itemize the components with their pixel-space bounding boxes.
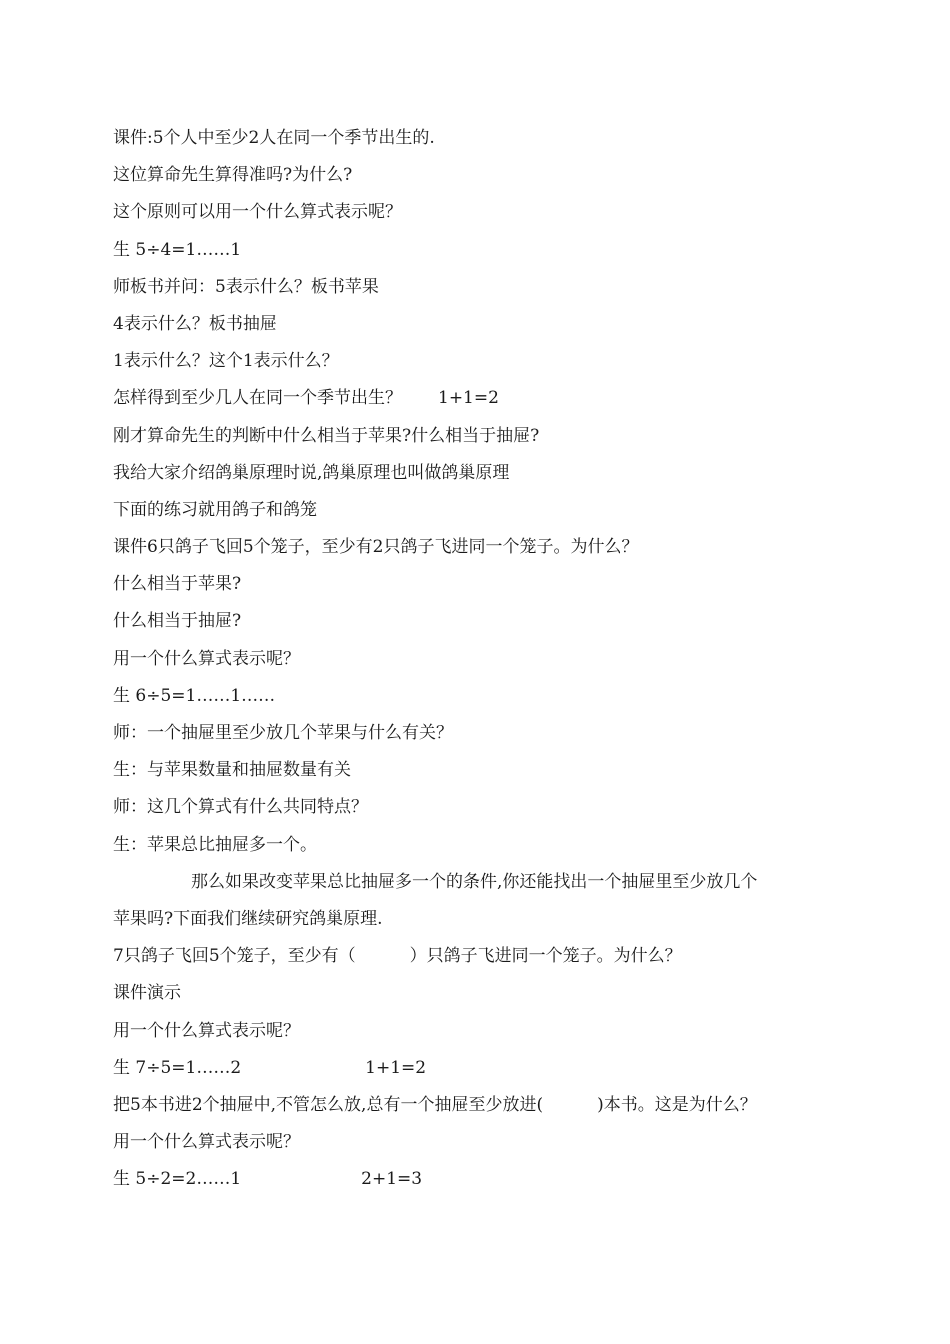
- text-line: [113, 901, 873, 938]
- line-text: 生 6÷5=1……1……: [113, 685, 276, 706]
- line-text: 生：苹果总比抽屉多一个。: [113, 834, 317, 855]
- indented-paragraph-line: [113, 864, 873, 901]
- line-text: 师板书并问：5表示什么？板书苹果: [113, 276, 379, 297]
- line-text: 课件:5个人中至少2人在同一个季节出生的.: [113, 128, 435, 148]
- line-text: 用一个什么算式表示呢？: [113, 1020, 300, 1041]
- equation-text: 1+1=2: [438, 388, 499, 409]
- line-text: 刚才算命先生的判断中什么相当于苹果?什么相当于抽屉?: [113, 425, 540, 446]
- text-line: [113, 1124, 873, 1161]
- line-text: 生 7÷5=1……2: [113, 1057, 242, 1078]
- text-line: [113, 678, 873, 715]
- text-line: [113, 603, 873, 640]
- text-line: [113, 566, 873, 603]
- line-text: 那么如果改变苹果总比抽屉多一个的条件,你还能找出一个抽屉里至少放几个: [191, 871, 758, 892]
- line-text: 什么相当于苹果?: [113, 574, 242, 595]
- text-line: [113, 232, 873, 269]
- text-line: [113, 120, 873, 157]
- line-text: 师：这几个算式有什么共同特点？: [113, 797, 368, 818]
- text-line: [113, 455, 873, 492]
- line-text: 师：一个抽屉里至少放几个苹果与什么有关？: [113, 723, 453, 743]
- text-line: [113, 1087, 873, 1124]
- line-text: 生 5÷4=1……1: [113, 239, 242, 260]
- text-line: [113, 715, 873, 752]
- text-line: [113, 1161, 873, 1198]
- text-line: [113, 418, 873, 455]
- text-line: [113, 975, 873, 1012]
- text-line: [113, 269, 873, 306]
- text-line: [113, 529, 873, 566]
- line-text: 1表示什么？这个1表示什么？: [113, 351, 339, 372]
- line-text: 这位算命先生算得准吗?为什么?: [113, 165, 353, 186]
- text-line: [113, 1050, 873, 1087]
- line-text: 把5本书进2个抽屉中,不管怎么放,总有一个抽屉至少放进( )本书。这是为什么？: [113, 1094, 757, 1115]
- line-text: 课件演示: [113, 983, 181, 1004]
- line-text: 生：与苹果数量和抽屉数量有关: [113, 760, 351, 781]
- text-line: [113, 157, 873, 194]
- equation-text: 2+1=3: [361, 1169, 423, 1190]
- line-text: 7只鸽子飞回5个笼子，至少有（ ）只鸽子飞进同一个笼子。为什么？: [113, 946, 682, 967]
- line-text: 课件6只鸽子飞回5个笼子，至少有2只鸽子飞进同一个笼子。为什么？: [113, 537, 639, 558]
- line-text: 下面的练习就用鸽子和鸽笼: [113, 499, 317, 520]
- line-text: 这个原则可以用一个什么算式表示呢？: [113, 202, 402, 223]
- text-line: [113, 306, 873, 343]
- text-line: [113, 343, 873, 380]
- text-line: [113, 1013, 873, 1050]
- line-text: 什么相当于抽屉?: [113, 611, 242, 632]
- line-text: 用一个什么算式表示呢？: [113, 648, 300, 669]
- document-body: [113, 120, 873, 1198]
- equation-text: 1+1=2: [365, 1057, 427, 1078]
- text-line: [113, 827, 873, 864]
- text-line: [113, 938, 873, 975]
- text-line: [113, 194, 873, 231]
- line-text: 我给大家介绍鸽巢原理时说,鸽巢原理也叫做鸽巢原理: [113, 462, 510, 483]
- line-text: 怎样得到至少几人在同一个季节出生？: [113, 388, 402, 409]
- line-text: 用一个什么算式表示呢？: [113, 1132, 300, 1153]
- text-line: [113, 752, 873, 789]
- text-line: [113, 641, 873, 678]
- text-line: [113, 492, 873, 529]
- line-text: 生 5÷2=2……1: [113, 1169, 242, 1190]
- text-line: [113, 380, 873, 417]
- line-text: 4表示什么？板书抽屉: [113, 313, 277, 334]
- line-text: 苹果吗?下面我们继续研究鸽巢原理.: [113, 908, 383, 929]
- text-line: [113, 789, 873, 826]
